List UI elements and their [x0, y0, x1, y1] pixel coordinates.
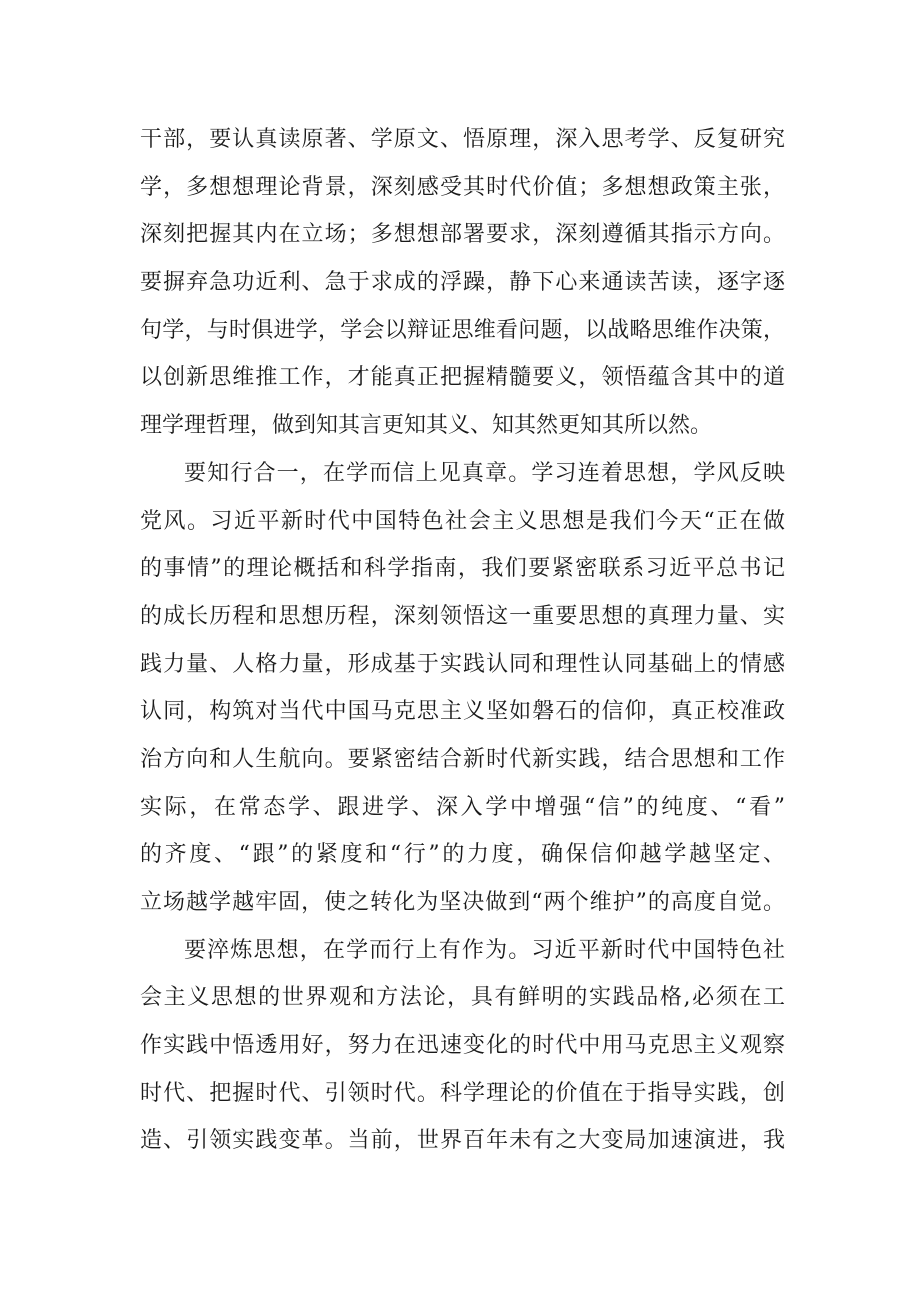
paragraph-3 — [140, 927, 785, 1165]
text-line: 时代、把握时代、引领时代。科学理论的价值在于指导实践，创 — [140, 1080, 785, 1106]
text-line: 践力量、人格力量，形成基于实践认同和理性认同基础上的情感 — [140, 651, 785, 677]
document-body — [140, 116, 785, 1165]
text-line: 治方向和人生航向。要紧密结合新时代新实践，结合思想和工作 — [140, 746, 785, 772]
text-line: 深刻把握其内在立场；多想想部署要求，深刻遵循其指示方向。 — [140, 222, 785, 248]
text-line: 的齐度、“跟”的紧度和“行”的力度，确保信仰越学越坚定、 — [140, 842, 785, 868]
paragraph-1 — [140, 116, 785, 450]
text-line: 造、引领实践变革。当前，世界百年未有之大变局加速演进，我 — [140, 1128, 785, 1154]
text-line: 的成长历程和思想历程，深刻领悟这一重要思想的真理力量、实 — [140, 603, 785, 629]
text-line: 以创新思维推工作，才能真正把握精髓要义，领悟蕴含其中的道 — [140, 365, 785, 391]
text-line: 党风。习近平新时代中国特色社会主义思想是我们今天“正在做 — [140, 508, 785, 534]
text-line: 作实践中悟透用好，努力在迅速变化的时代中用马克思主义观察 — [140, 1033, 785, 1059]
text-line: 立场越学越牢固，使之转化为坚决做到“两个维护”的高度自觉。 — [140, 890, 785, 915]
text-line: 句学，与时俱进学，学会以辩证思维看问题，以战略思维作决策， — [140, 317, 785, 343]
text-line: 实际，在常态学、跟进学、深入学中增强“信”的纯度、“看” — [140, 794, 785, 820]
text-line: 学，多想想理论背景，深刻感受其时代价值；多想想政策主张， — [140, 174, 785, 200]
text-line: 会主义思想的世界观和方法论，具有鲜明的实践品格,必须在工 — [140, 985, 785, 1011]
text-line: 干部，要认真读原著、学原文、悟原理，深入思考学、反复研究 — [140, 127, 785, 152]
text-line: 认同，构筑对当代中国马克思主义坚如磐石的信仰，真正校准政 — [140, 699, 785, 725]
text-line: 要知行合一，在学而信上见真章。学习连着思想，学风反映 — [184, 460, 785, 486]
text-line: 要淬炼思想，在学而行上有作为。习近平新时代中国特色社 — [184, 937, 785, 963]
paragraph-2 — [140, 450, 785, 927]
text-line: 理学理哲理，做到知其言更知其义、知其然更知其所以然。 — [140, 413, 713, 439]
text-line: 的事情”的理论概括和科学指南，我们要紧密联系习近平总书记 — [140, 556, 785, 582]
text-line: 要摒弃急功近利、急于求成的浮躁，静下心来通读苦读，逐字逐 — [140, 270, 785, 296]
